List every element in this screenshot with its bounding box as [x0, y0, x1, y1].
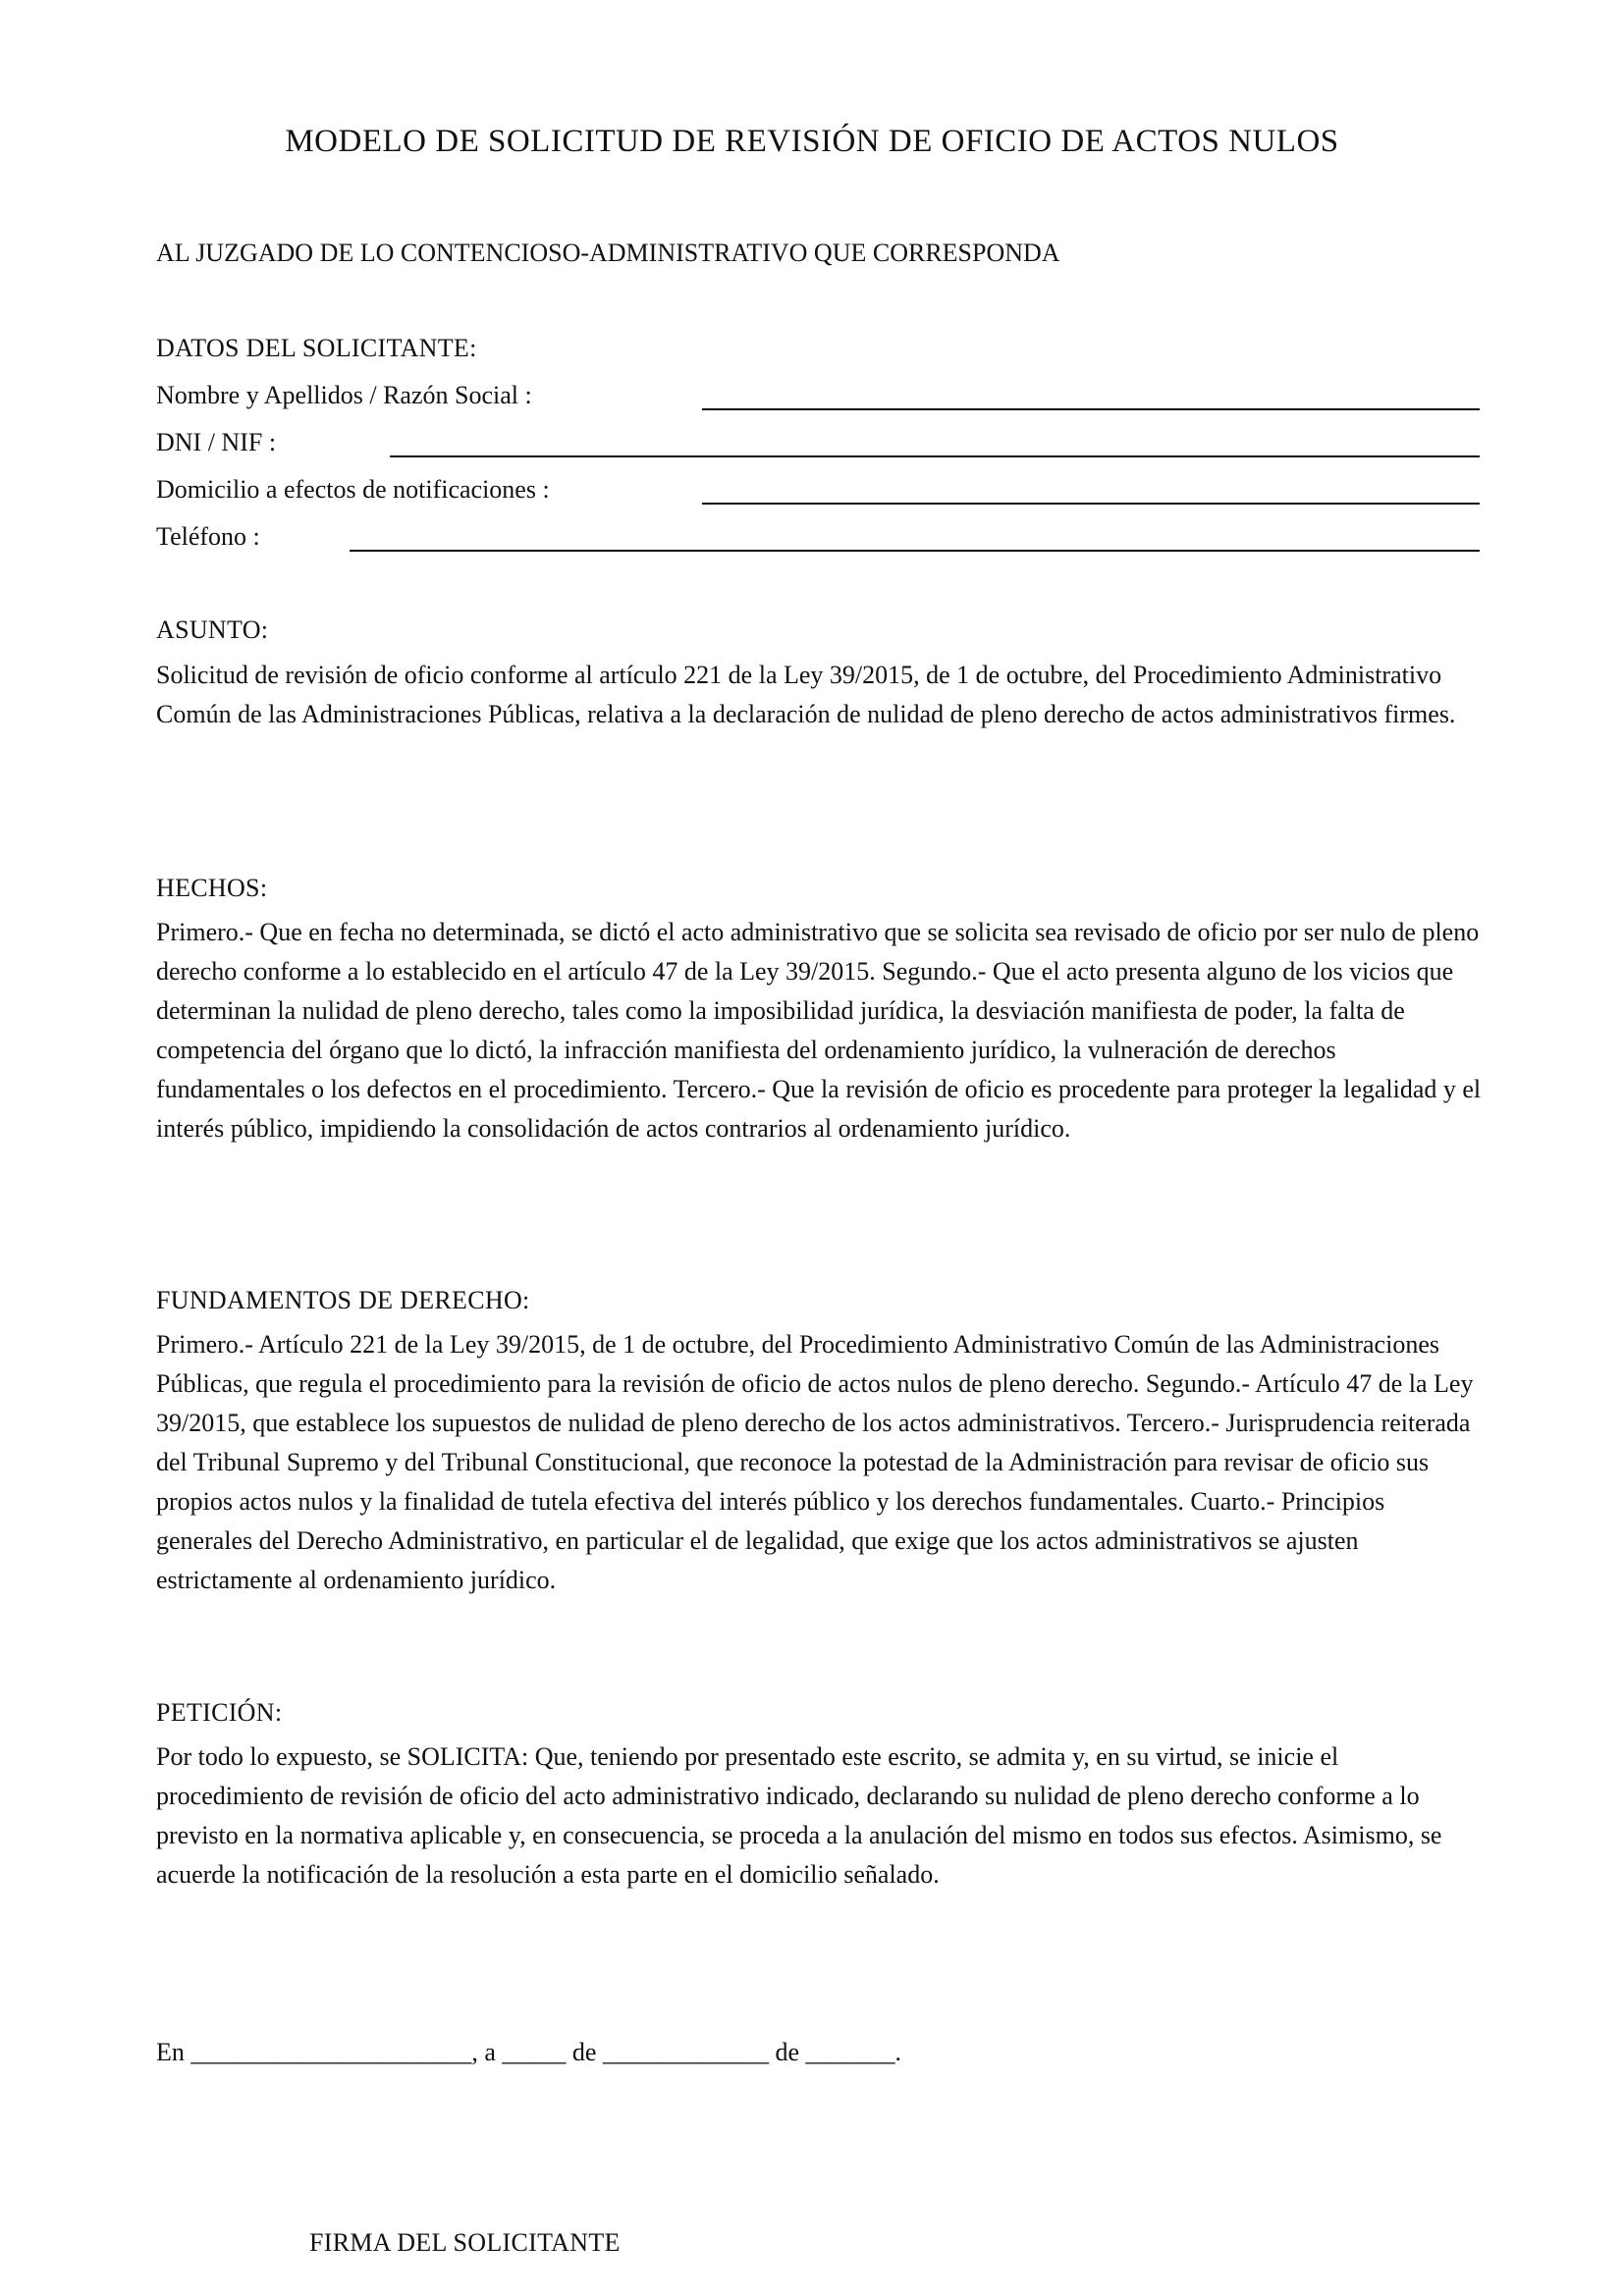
id-field: [156, 428, 1480, 467]
legal-basis-heading: FUNDAMENTOS DE DERECHO:: [156, 1286, 530, 1314]
document-title: MODELO DE SOLICITUD DE REVISIÓN DE OFICIO DE ACTOS NULOS: [285, 124, 1339, 159]
phone-field-label: Teléfono :: [156, 522, 260, 551]
addressee: AL JUZGADO DE LO CONTENCIOSO-ADMINISTRATIVO QUE CORRESPONDA: [156, 239, 1060, 267]
legal-basis-text: Primero.- Artículo 221 de la Ley 39/2015, de 1 de octubre, del Procedimiento Administrativo Común de las Administraciones Públicas, que regula el procedimiento para la revisión de oficio de actos nulos de pleno derecho. Segundo.- Artículo 47 de la Ley 39/2015, que establece los supuestos de nulidad de pleno derecho de los actos administrativos. Tercero.- Jurisprudencia reiterada del Tribunal Supremo y del Tribunal Constitucional, que reconoce la potestad de la Administración para revisar de oficio sus propios actos nulos y la finalidad de tutela efectiva del interés público y los derechos fundamentales. Cuarto.- Principios generales del Derecho Administrativo, en particular el de legalidad, que exige que los actos administrativos se ajusten estrictamente al ordenamiento jurídico.: [156, 1330, 1474, 1594]
phone-field: [156, 522, 1480, 561]
id-input-line[interactable]: [390, 455, 1480, 457]
request-heading: PETICIÓN:: [156, 1698, 283, 1727]
subject-text: Solicitud de revisión de oficio conforme al artículo 221 de la Ley 39/2015, de 1 de octubre, del Procedimiento Administrativo Común de las Administraciones Públicas, relativa a la declaración de nulidad de pleno derecho de actos administrativos firmes.: [156, 661, 1456, 728]
subject-heading: ASUNTO:: [156, 615, 269, 644]
phone-input-line[interactable]: [350, 550, 1480, 552]
name-field-label: Nombre y Apellidos / Razón Social :: [156, 381, 532, 409]
id-field-label: DNI / NIF :: [156, 428, 277, 456]
applicant-heading: DATOS DEL SOLICITANTE:: [156, 334, 477, 362]
address-field: [156, 475, 1480, 514]
request-text: Por todo lo expuesto, se SOLICITA: Que, teniendo por presentado este escrito, se admita y, en su virtud, se inicie el procedimiento de revisión de oficio del acto administrativo indicado, declarando su nulidad de pleno derecho conforme a lo previsto en la normativa aplicable y, en consecuencia, se proceda a la anulación del mismo en todos sus efectos. Asimismo, se acuerde la notificación de la resolución a esta parte en el domicilio señalado.: [156, 1742, 1442, 1889]
name-field: [156, 381, 1480, 420]
date-place-line: En ______________________, a _____ de _____________ de _______.: [156, 2038, 902, 2066]
name-input-line[interactable]: [702, 408, 1480, 410]
facts-text: Primero.- Que en fecha no determinada, se dictó el acto administrativo que se solicita sea revisado de oficio por ser nulo de pleno derecho conforme a lo establecido en el artículo 47 de la Ley 39/2015. Segundo.- Que el acto presenta alguno de los vicios que determinan la nulidad de pleno derecho, tales como la imposibilidad jurídica, la desviación manifiesta de poder, la falta de competencia del órgano que lo dictó, la infracción manifiesta del ordenamiento jurídico, la vulneración de derechos fundamentales o los defectos en el procedimiento. Tercero.- Que la revisión de oficio es procedente para proteger la legalidad y el interés público, impidiendo la consolidación de actos contrarios al ordenamiento jurídico.: [156, 918, 1482, 1143]
address-field-label: Domicilio a efectos de notificaciones :: [156, 475, 550, 504]
signature-label: FIRMA DEL SOLICITANTE: [309, 2228, 621, 2257]
address-input-line[interactable]: [702, 503, 1480, 505]
facts-heading: HECHOS:: [156, 874, 268, 902]
